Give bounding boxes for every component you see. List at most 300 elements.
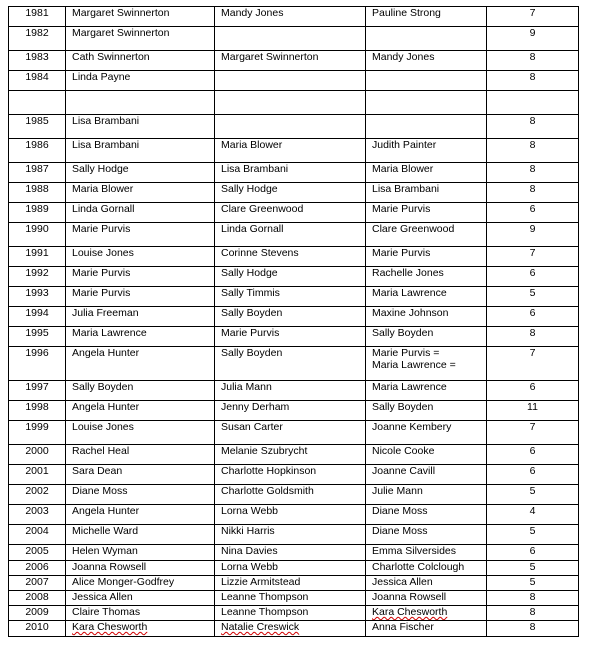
cell-third (366, 545, 487, 561)
table-row (9, 347, 579, 381)
count-text: 7 (529, 421, 536, 433)
second-text: Sally Hodge (221, 267, 278, 279)
third-text: Marie Purvis = (372, 347, 440, 359)
cell-first (66, 347, 215, 381)
second-text: Corinne Stevens (221, 247, 299, 259)
table-row (9, 139, 579, 163)
cell-first (66, 621, 215, 637)
table-row (9, 115, 579, 139)
cell-second (215, 7, 366, 27)
cell-first (66, 71, 215, 91)
count-text: 8 (529, 183, 536, 195)
table-row (9, 71, 579, 91)
third-text: Lisa Brambani (372, 183, 440, 195)
second-text: Jenny Derham (221, 401, 290, 413)
cell-count (487, 27, 579, 51)
cell-year (9, 223, 66, 247)
cell-count (487, 183, 579, 203)
first-text: Lisa Brambani (72, 139, 140, 151)
first-text: Michelle Ward (72, 525, 139, 537)
cell-third (366, 465, 487, 485)
first-text: Helen Wyman (72, 545, 138, 557)
cell-count (487, 139, 579, 163)
third-text: Jessica Allen (372, 576, 433, 588)
cell-second (215, 203, 366, 223)
cell-third (366, 307, 487, 327)
first-text: Angela Hunter (72, 401, 140, 413)
count-text: 5 (529, 485, 536, 497)
first-text: Linda Gornall (72, 203, 135, 215)
cell-third (366, 525, 487, 545)
year-text: 1989 (25, 203, 49, 215)
table-row (9, 401, 579, 421)
cell-first (66, 327, 215, 347)
count-text: 6 (529, 203, 536, 215)
cell-third (366, 381, 487, 401)
cell-year (9, 27, 66, 51)
second-text: Charlotte Hopkinson (221, 465, 317, 477)
cell-third (366, 163, 487, 183)
year-text: 2010 (25, 621, 49, 633)
cell-year (9, 163, 66, 183)
cell-year (9, 307, 66, 327)
second-text: Sally Boyden (221, 347, 283, 359)
cell-first (66, 7, 215, 27)
year-text: 2002 (25, 485, 49, 497)
cell-count (487, 485, 579, 505)
year-text: 2005 (25, 545, 49, 557)
cell-year (9, 621, 66, 637)
cell-year (9, 139, 66, 163)
first-text: Sally Boyden (72, 381, 134, 393)
cell-second (215, 401, 366, 421)
first-text: Sara Dean (72, 465, 123, 477)
cell-second (215, 606, 366, 621)
first-text: Kara Chesworth (72, 621, 148, 633)
cell-count (487, 7, 579, 27)
year-text: 1988 (25, 183, 49, 195)
count-text: 8 (529, 621, 536, 633)
cell-third (366, 591, 487, 606)
count-text: 6 (529, 445, 536, 457)
third-text: Diane Moss (372, 525, 428, 537)
cell-count (487, 545, 579, 561)
cell-count (487, 223, 579, 247)
second-text: Susan Carter (221, 421, 283, 433)
year-text: 2000 (25, 445, 49, 457)
year-text: 1992 (25, 267, 49, 279)
third-text: Maria Lawrence (372, 381, 447, 393)
count-text: 6 (529, 545, 536, 557)
first-text: Marie Purvis (72, 287, 131, 299)
table-row (9, 465, 579, 485)
third-text: Rachelle Jones (372, 267, 444, 279)
cell-year (9, 591, 66, 606)
second-text: Leanne Thompson (221, 606, 309, 618)
cell-count (487, 115, 579, 139)
cell-third (366, 139, 487, 163)
first-text: Margaret Swinnerton (72, 7, 170, 19)
cell-third (366, 183, 487, 203)
second-text: Clare Greenwood (221, 203, 304, 215)
year-text: 1981 (25, 7, 49, 19)
table-row (9, 576, 579, 591)
year-text: 2009 (25, 606, 49, 618)
cell-first (66, 381, 215, 401)
year-text: 1983 (25, 51, 49, 63)
cell-second (215, 163, 366, 183)
third-text: Sally Boyden (372, 401, 434, 413)
cell-third (366, 421, 487, 445)
second-text: Sally Boyden (221, 307, 283, 319)
cell-count (487, 327, 579, 347)
cell-first (66, 591, 215, 606)
cell-second (215, 27, 366, 51)
cell-second (215, 445, 366, 465)
count-text: 8 (529, 139, 536, 151)
first-text: Joanna Rowsell (72, 561, 147, 573)
cell-count (487, 606, 579, 621)
cell-first (66, 307, 215, 327)
second-text: Sally Hodge (221, 183, 278, 195)
third-text: Charlotte Colclough (372, 561, 465, 573)
table-row (9, 621, 579, 637)
cell-first (66, 91, 215, 115)
year-text: 2006 (25, 561, 49, 573)
cell-second (215, 223, 366, 247)
year-text: 1985 (25, 115, 49, 127)
second-text: Lizzie Armitstead (221, 576, 301, 588)
cell-second (215, 71, 366, 91)
year-text: 1993 (25, 287, 49, 299)
count-text: 5 (529, 561, 536, 573)
first-text: Maria Blower (72, 183, 134, 195)
second-text: Leanne Thompson (221, 591, 309, 603)
cell-year (9, 327, 66, 347)
cell-year (9, 287, 66, 307)
table-row (9, 267, 579, 287)
cell-year (9, 183, 66, 203)
cell-second (215, 576, 366, 591)
table-row (9, 445, 579, 465)
first-text: Angela Hunter (72, 505, 140, 517)
count-text: 7 (529, 347, 536, 359)
table-row (9, 485, 579, 505)
results-table-body (9, 7, 579, 637)
third-text: Anna Fischer (372, 621, 434, 633)
third-text: Clare Greenwood (372, 223, 455, 235)
count-text: 6 (529, 307, 536, 319)
cell-second (215, 545, 366, 561)
cell-count (487, 307, 579, 327)
table-row (9, 381, 579, 401)
cell-count (487, 525, 579, 545)
cell-second (215, 465, 366, 485)
count-text: 8 (529, 51, 536, 63)
cell-first (66, 247, 215, 267)
cell-second (215, 307, 366, 327)
cell-first (66, 421, 215, 445)
cell-year (9, 465, 66, 485)
third-text: Maxine Johnson (372, 307, 449, 319)
cell-third (366, 223, 487, 247)
cell-count (487, 445, 579, 465)
cell-year (9, 7, 66, 27)
cell-year (9, 347, 66, 381)
cell-year (9, 91, 66, 115)
cell-count (487, 267, 579, 287)
cell-third (366, 505, 487, 525)
third-text: Marie Purvis (372, 203, 431, 215)
count-text: 11 (527, 401, 538, 413)
cell-first (66, 465, 215, 485)
cell-third (366, 7, 487, 27)
cell-count (487, 381, 579, 401)
third-text: Nicole Cooke (372, 445, 435, 457)
cell-count (487, 621, 579, 637)
cell-second (215, 287, 366, 307)
year-text: 2003 (25, 505, 49, 517)
cell-third (366, 347, 487, 381)
table-row (9, 591, 579, 606)
cell-count (487, 203, 579, 223)
third-text: Marie Purvis (372, 247, 431, 259)
cell-count (487, 561, 579, 576)
cell-count (487, 247, 579, 267)
table-row (9, 421, 579, 445)
table-row (9, 91, 579, 115)
table-row (9, 307, 579, 327)
count-text: 5 (529, 576, 536, 588)
third-text: Maria Blower (372, 163, 434, 175)
cell-first (66, 561, 215, 576)
cell-first (66, 445, 215, 465)
third-text: Diane Moss (372, 505, 428, 517)
second-text: Nina Davies (221, 545, 278, 557)
third-text: Joanne Kembery (372, 421, 452, 433)
table-row (9, 7, 579, 27)
cell-year (9, 606, 66, 621)
third-text: Mandy Jones (372, 51, 435, 63)
count-text: 7 (529, 7, 536, 19)
cell-count (487, 421, 579, 445)
cell-third (366, 91, 487, 115)
cell-second (215, 561, 366, 576)
first-text: Louise Jones (72, 421, 134, 433)
second-text: Melanie Szubrycht (221, 445, 308, 457)
cell-second (215, 381, 366, 401)
cell-first (66, 115, 215, 139)
cell-year (9, 576, 66, 591)
second-text: Margaret Swinnerton (221, 51, 319, 63)
second-text: Julia Mann (221, 381, 272, 393)
second-text: Sally Timmis (221, 287, 280, 299)
second-text: Lisa Brambani (221, 163, 289, 175)
cell-second (215, 247, 366, 267)
table-row (9, 561, 579, 576)
cell-year (9, 71, 66, 91)
cell-second (215, 51, 366, 71)
second-text: Mandy Jones (221, 7, 284, 19)
table-row (9, 203, 579, 223)
third-text: Emma Silversides (372, 545, 457, 557)
cell-year (9, 247, 66, 267)
first-text: Rachel Heal (72, 445, 130, 457)
cell-second (215, 183, 366, 203)
cell-first (66, 505, 215, 525)
third-text: Joanne Cavill (372, 465, 436, 477)
cell-third (366, 27, 487, 51)
cell-count (487, 576, 579, 591)
year-text: 1998 (25, 401, 49, 413)
cell-year (9, 545, 66, 561)
table-row (9, 27, 579, 51)
first-text: Cath Swinnerton (72, 51, 150, 63)
table-row (9, 327, 579, 347)
table-row (9, 287, 579, 307)
count-text: 6 (529, 465, 536, 477)
year-text: 2001 (25, 465, 49, 477)
cell-count (487, 591, 579, 606)
cell-third (366, 287, 487, 307)
second-text: Nikki Harris (221, 525, 275, 537)
cell-third (366, 401, 487, 421)
cell-third (366, 51, 487, 71)
count-text: 8 (529, 327, 536, 339)
cell-first (66, 267, 215, 287)
cell-third (366, 247, 487, 267)
count-text: 9 (529, 27, 536, 39)
table-row (9, 606, 579, 621)
year-text: 1995 (25, 327, 49, 339)
count-text: 8 (529, 71, 536, 83)
table-row (9, 183, 579, 203)
cell-second (215, 139, 366, 163)
cell-count (487, 401, 579, 421)
year-text: 1984 (25, 71, 49, 83)
table-row (9, 525, 579, 545)
cell-count (487, 163, 579, 183)
cell-year (9, 115, 66, 139)
cell-first (66, 223, 215, 247)
cell-first (66, 401, 215, 421)
count-text: 5 (529, 525, 536, 537)
first-text: Julia Freeman (72, 307, 139, 319)
count-text: 5 (529, 287, 536, 299)
count-text: 4 (529, 505, 536, 517)
cell-first (66, 27, 215, 51)
first-text: Jessica Allen (72, 591, 133, 603)
cell-second (215, 621, 366, 637)
cell-third (366, 621, 487, 637)
cell-second (215, 421, 366, 445)
cell-year (9, 203, 66, 223)
cell-third (366, 267, 487, 287)
year-text: 1996 (25, 347, 49, 359)
year-text: 2008 (25, 591, 49, 603)
first-text: Linda Payne (72, 71, 131, 83)
cell-second (215, 267, 366, 287)
third-text: Julie Mann (372, 485, 423, 497)
cell-third (366, 606, 487, 621)
first-text: Sally Hodge (72, 163, 129, 175)
cell-first (66, 163, 215, 183)
cell-third (366, 485, 487, 505)
year-text: 1994 (25, 307, 49, 319)
second-text: Charlotte Goldsmith (221, 485, 314, 497)
cell-first (66, 576, 215, 591)
first-text: Angela Hunter (72, 347, 140, 359)
cell-third (366, 561, 487, 576)
cell-year (9, 421, 66, 445)
count-text: 7 (529, 247, 536, 259)
count-text: 8 (529, 115, 536, 127)
year-text: 2007 (25, 576, 49, 588)
third-text: Maria Lawrence (372, 287, 447, 299)
first-text: Lisa Brambani (72, 115, 140, 127)
cell-second (215, 505, 366, 525)
count-text: 6 (529, 381, 536, 393)
first-text: Marie Purvis (72, 223, 131, 235)
count-text: 8 (529, 606, 536, 618)
second-text: Lorna Webb (221, 505, 279, 517)
cell-first (66, 51, 215, 71)
cell-count (487, 347, 579, 381)
cell-third (366, 445, 487, 465)
year-text: 1987 (25, 163, 49, 175)
table-row (9, 505, 579, 525)
year-text: 1997 (25, 381, 49, 393)
first-text: Louise Jones (72, 247, 134, 259)
cell-count (487, 287, 579, 307)
cell-count (487, 465, 579, 485)
second-text: Linda Gornall (221, 223, 284, 235)
cell-year (9, 445, 66, 465)
table-row (9, 545, 579, 561)
cell-count (487, 71, 579, 91)
cell-first (66, 203, 215, 223)
cell-second (215, 347, 366, 381)
second-text: Lorna Webb (221, 561, 279, 573)
cell-year (9, 267, 66, 287)
cell-year (9, 485, 66, 505)
cell-year (9, 401, 66, 421)
count-text: 6 (529, 267, 536, 279)
first-text: Marie Purvis (72, 267, 131, 279)
cell-first (66, 545, 215, 561)
year-text: 1990 (25, 223, 49, 235)
cell-year (9, 51, 66, 71)
cell-second (215, 525, 366, 545)
cell-second (215, 327, 366, 347)
cell-first (66, 525, 215, 545)
third-text: Sally Boyden (372, 327, 434, 339)
table-row (9, 223, 579, 247)
third-text: Joanna Rowsell (372, 591, 447, 603)
first-text: Diane Moss (72, 485, 128, 497)
cell-first (66, 606, 215, 621)
cell-first (66, 183, 215, 203)
second-text: Marie Purvis (221, 327, 280, 339)
third-text-line2: Maria Lawrence = (372, 359, 456, 371)
year-text: 1991 (25, 247, 49, 259)
year-text: 2004 (25, 525, 49, 537)
cell-third (366, 576, 487, 591)
third-text: Pauline Strong (372, 7, 441, 19)
first-text: Margaret Swinnerton (72, 27, 170, 39)
cell-first (66, 287, 215, 307)
cell-third (366, 203, 487, 223)
